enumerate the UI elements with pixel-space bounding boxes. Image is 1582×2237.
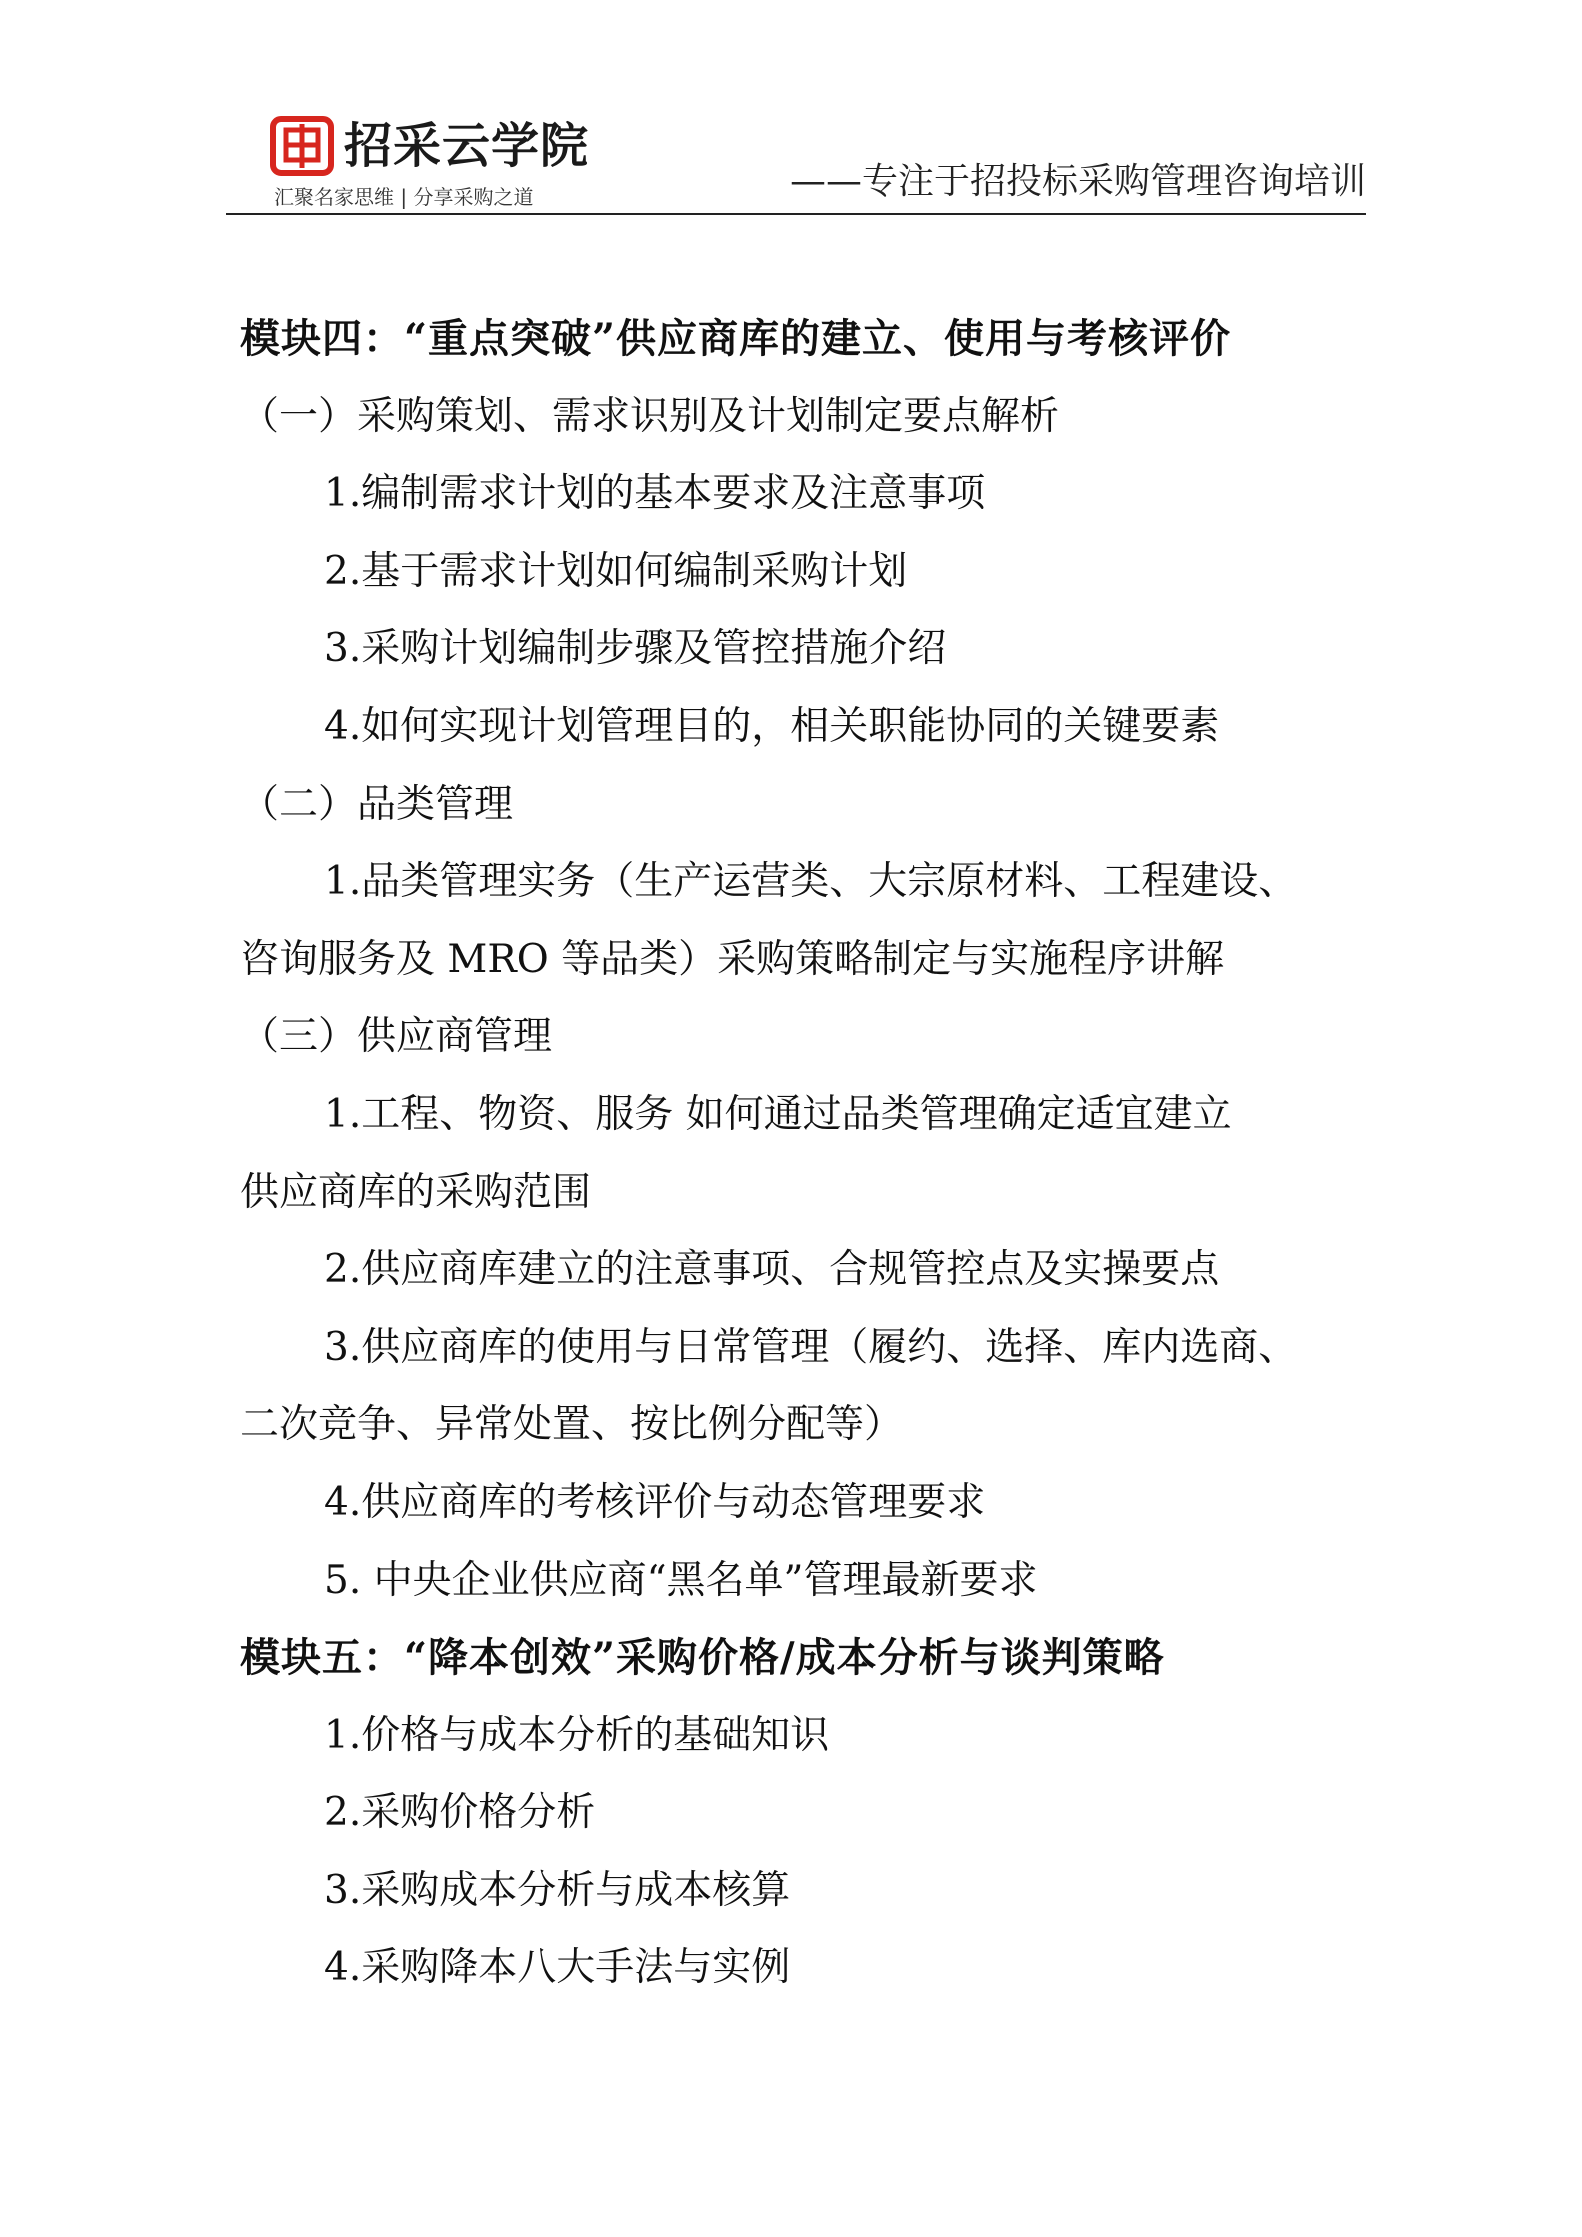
section-3-title: （三）供应商管理 [240, 1014, 553, 1060]
list-item: 3.供应商库的使用与日常管理（履约、选择、库内选商、 [324, 1324, 1298, 1370]
module-5-title: 模块五：“降本创效”采购价格/成本分析与谈判策略 [240, 1634, 1165, 1682]
list-item: 2.基于需求计划如何编制采购计划 [324, 548, 908, 594]
page-header [226, 100, 1366, 216]
header-divider [226, 213, 1366, 215]
list-item-continuation: 二次竞争、异常处置、按比例分配等） [240, 1402, 904, 1448]
list-item: 1.价格与成本分析的基础知识 [324, 1712, 830, 1758]
logo-seal-icon [270, 116, 334, 176]
section-1-title: （一）采购策划、需求识别及计划制定要点解析 [240, 393, 1060, 439]
document-body [240, 300, 1340, 2007]
list-item-continuation: 咨询服务及 MRO 等品类）采购策略制定与实施程序讲解 [240, 936, 1225, 982]
logo [270, 110, 590, 210]
list-item: 3.采购计划编制步骤及管控措施介绍 [324, 626, 947, 672]
list-item: 2.采购价格分析 [324, 1790, 596, 1836]
list-item: 1.编制需求计划的基本要求及注意事项 [324, 471, 986, 517]
logo-slogan: 汇聚名家思维 | 分享采购之道 [274, 185, 534, 209]
list-item: 5. 中央企业供应商“黑名单”管理最新要求 [324, 1557, 1038, 1603]
header-tagline: ——专注于招投标采购管理咨询培训 [789, 161, 1366, 202]
list-item: 4.采购降本八大手法与实例 [324, 1945, 791, 1991]
list-item: 2.供应商库建立的注意事项、合规管控点及实操要点 [324, 1247, 1220, 1293]
list-item-continuation: 供应商库的采购范围 [240, 1169, 592, 1215]
module-4-title: 模块四：“重点突破”供应商库的建立、使用与考核评价 [240, 315, 1232, 362]
list-item: 1.工程、物资、服务 如何通过品类管理确定适宜建立 [324, 1091, 1232, 1137]
section-2-title: （二）品类管理 [240, 781, 514, 827]
logo-name: 招采云学院 [344, 118, 590, 174]
list-item: 4.如何实现计划管理目的，相关职能协同的关键要素 [324, 703, 1220, 749]
list-item: 3.采购成本分析与成本核算 [324, 1867, 791, 1913]
list-item: 4.供应商库的考核评价与动态管理要求 [324, 1479, 986, 1525]
list-item: 1.品类管理实务（生产运营类、大宗原材料、工程建设、 [324, 859, 1298, 905]
